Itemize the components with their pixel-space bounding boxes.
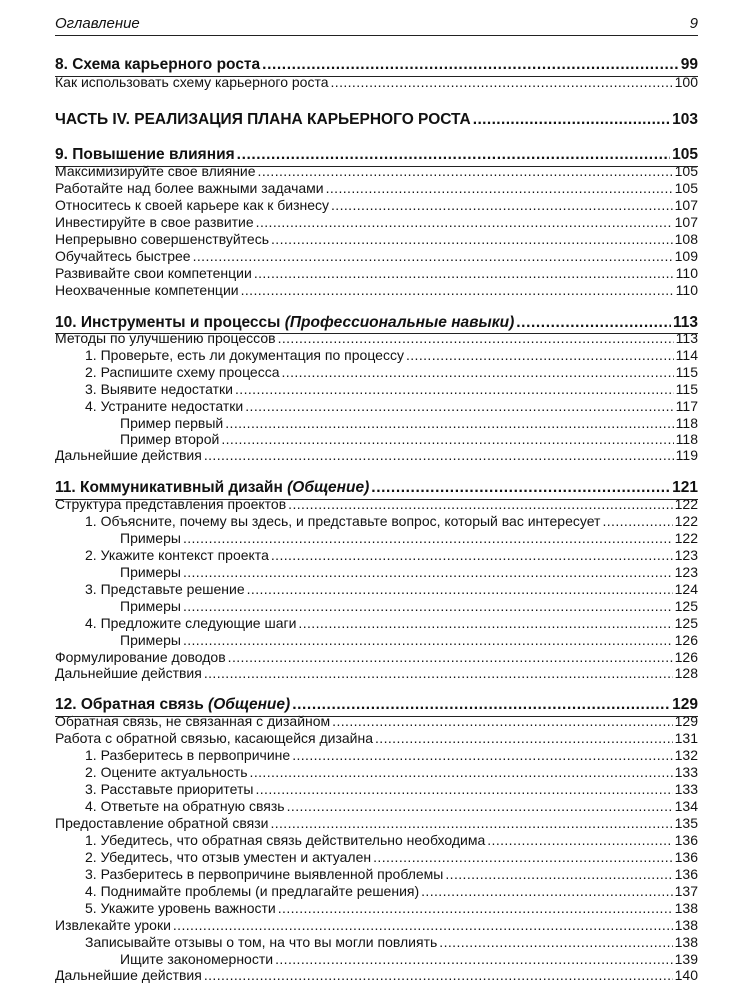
- toc-entry[interactable]: [55, 564, 698, 581]
- toc-entry-title: [55, 231, 269, 248]
- toc-entry-subtitle: (Профессиональные навыки): [284, 314, 515, 331]
- toc-entry-title: [120, 598, 181, 615]
- toc-entry-title: [85, 781, 253, 798]
- toc-entry-title: [55, 447, 202, 464]
- dot-leader: [204, 967, 673, 981]
- chapter-divider: [55, 499, 698, 500]
- toc-entry-text: Максимизируйте свое влияние: [55, 163, 256, 179]
- toc-entry-text: Структура представления проектов: [55, 496, 287, 512]
- dot-leader: [292, 696, 670, 710]
- dot-leader: [204, 665, 673, 679]
- toc-entry-title: [55, 479, 369, 496]
- toc-entry-text: 1. Объясните, почему вы здесь, и представьте вопрос, который вас интересует: [85, 513, 601, 529]
- toc-entry-text: ЧАСТЬ IV. РЕАЛИЗАЦИЯ ПЛАНА КАРЬЕРНОГО РОСТА: [55, 111, 471, 128]
- toc-entry-text: 4. Устраните недостатки: [85, 398, 244, 414]
- toc-page-number: 139: [674, 951, 698, 967]
- toc-entry-title: [55, 282, 239, 299]
- toc-page-number: 109: [674, 248, 698, 264]
- toc-entry-text: Дальнейшие действия: [55, 967, 202, 983]
- toc-entry-text: Методы по улучшению процессов: [55, 330, 276, 346]
- toc-entry-title: [85, 747, 290, 764]
- toc-page-number: 113: [675, 330, 698, 346]
- dot-leader: [373, 849, 673, 863]
- dot-leader: [516, 314, 671, 328]
- toc-page-number: 124: [674, 581, 698, 597]
- toc-entry-text: 5. Укажите уровень важности: [85, 900, 276, 916]
- toc-entry[interactable]: [55, 180, 698, 197]
- toc-entry-text: Примеры: [120, 530, 181, 546]
- toc-entry-title: [85, 347, 404, 364]
- toc-page-number: 132: [674, 747, 698, 763]
- toc-entry-title: [120, 951, 273, 968]
- toc-page-number: 128: [674, 665, 698, 681]
- toc-entry-title: [55, 917, 171, 934]
- dot-leader: [271, 547, 673, 561]
- toc-entry-text: Обучайтесь быстрее: [55, 248, 191, 264]
- toc-entry-title: [85, 513, 600, 530]
- chapter-divider: [55, 166, 698, 167]
- dot-leader: [262, 56, 679, 70]
- toc-page-number: 105: [674, 180, 698, 196]
- toc-page-number: 103: [672, 111, 698, 128]
- dot-leader: [439, 934, 672, 948]
- toc-entry-title: [120, 632, 181, 649]
- toc-page-number: 110: [675, 265, 698, 281]
- dot-leader: [237, 146, 670, 160]
- toc-entry-text: Непрерывно совершенствуйтесь: [55, 231, 269, 247]
- toc-page-number: 122: [674, 496, 698, 512]
- toc-entry[interactable]: [55, 951, 698, 968]
- toc-entry-text: 2. Оцените актуальность: [85, 764, 248, 780]
- toc-entry[interactable]: [55, 381, 698, 398]
- toc-entry-text: Дальнейшие действия: [55, 447, 202, 463]
- toc-page-number: 129: [672, 696, 698, 713]
- toc-entry[interactable]: [55, 547, 698, 564]
- toc-entry[interactable]: [55, 197, 698, 214]
- dot-leader: [183, 632, 673, 646]
- toc-entry-title: [55, 696, 290, 713]
- toc-entry-title: [55, 197, 329, 214]
- toc-entry-title: [55, 146, 235, 163]
- toc-page-number: 117: [675, 398, 698, 414]
- toc-entry[interactable]: [55, 398, 698, 415]
- toc-page-number: 107: [674, 214, 698, 230]
- toc-page-number: 138: [674, 900, 698, 916]
- dot-leader: [271, 231, 673, 245]
- toc-entry-text: 1. Убедитесь, что обратная связь действительно необходима: [85, 832, 486, 848]
- toc-entry-text: 10. Инструменты и процессы: [55, 314, 281, 331]
- toc-entry-text: 2. Убедитесь, что отзыв уместен и актуален: [85, 849, 372, 865]
- toc-entry-subtitle: (Общение): [287, 479, 370, 496]
- toc-entry[interactable]: [55, 665, 698, 682]
- toc-entry-text: Формулирование доводов: [55, 649, 226, 665]
- toc-entry-title: [85, 798, 285, 815]
- dot-leader: [204, 447, 674, 461]
- toc-entry-title: [55, 730, 373, 747]
- toc-part-entry[interactable]: [55, 111, 698, 128]
- toc-page-number: 133: [674, 781, 698, 797]
- dot-leader: [487, 832, 672, 846]
- dot-leader: [241, 282, 674, 296]
- toc-entry[interactable]: [55, 832, 698, 849]
- toc-page-number: 115: [675, 364, 698, 380]
- toc-page-number: 121: [672, 479, 698, 496]
- toc-entry-title: [55, 967, 202, 984]
- toc-entry-text: Инвестируйте в свое развитие: [55, 214, 254, 230]
- toc-entry[interactable]: [55, 730, 698, 747]
- toc-entry[interactable]: [55, 883, 698, 900]
- dot-leader: [326, 180, 673, 194]
- toc-entry-title: [55, 111, 471, 128]
- toc-page-number: 108: [674, 231, 698, 247]
- dot-leader: [406, 347, 674, 361]
- toc-entry[interactable]: [55, 849, 698, 866]
- toc-entry-text: 1. Разберитесь в первопричине: [85, 747, 291, 763]
- toc-entry-text: 8. Схема карьерного роста: [55, 56, 261, 73]
- dot-leader: [445, 866, 672, 880]
- toc-page-number: 137: [674, 883, 698, 899]
- running-header: [55, 13, 698, 36]
- dot-leader: [255, 781, 672, 795]
- toc-entry-title: [55, 180, 324, 197]
- dot-leader: [228, 649, 673, 663]
- toc-entry-text: Пример второй: [120, 431, 220, 447]
- toc-page-number: 126: [674, 632, 698, 648]
- toc-entry-title: [85, 547, 269, 564]
- toc-entry-title: [120, 530, 181, 547]
- dot-leader: [421, 883, 673, 897]
- toc-entry[interactable]: [55, 917, 698, 934]
- toc-entry-text: Примеры: [120, 598, 181, 614]
- toc-entry-text: Неохваченные компетенции: [55, 282, 239, 298]
- toc-entry-title: [55, 56, 260, 73]
- toc-entry-text: 4. Поднимайте проблемы (и предлагайте решения): [85, 883, 420, 899]
- dot-leader: [602, 513, 672, 527]
- toc-page-number: 110: [675, 282, 698, 298]
- toc-entry-title: [85, 381, 233, 398]
- dot-leader: [275, 951, 673, 965]
- toc-page-number: 136: [674, 849, 698, 865]
- toc-chapter-entry[interactable]: [55, 479, 698, 496]
- toc-page-number: 129: [674, 713, 698, 729]
- toc-entry-title: [85, 764, 248, 781]
- toc-chapter-entry[interactable]: [55, 696, 698, 713]
- dot-leader: [173, 917, 673, 931]
- toc-entry-text: Работа с обратной связью, касающейся дизайна: [55, 730, 374, 746]
- dot-leader: [292, 747, 672, 761]
- dot-leader: [183, 530, 673, 544]
- toc-entry[interactable]: [55, 282, 698, 299]
- toc-entry-title: [55, 265, 252, 282]
- toc-page-number: 138: [674, 934, 698, 950]
- toc-entry-title: [120, 415, 223, 432]
- toc-page-number: 100: [674, 74, 698, 90]
- toc-page-number: 114: [675, 347, 698, 363]
- toc-entry[interactable]: [55, 581, 698, 598]
- toc-chapter-entry[interactable]: [55, 314, 698, 331]
- dot-leader: [331, 197, 673, 211]
- toc-page-number: 105: [674, 163, 698, 179]
- toc-entry[interactable]: [55, 598, 698, 615]
- toc-entry-title: [85, 581, 245, 598]
- dot-leader: [270, 815, 672, 829]
- toc-entry-title: [85, 883, 419, 900]
- dot-leader: [193, 248, 673, 262]
- toc-entry[interactable]: [55, 231, 698, 248]
- toc-entry[interactable]: [55, 781, 698, 798]
- toc-entry-text: Как использовать схему карьерного роста: [55, 74, 329, 90]
- toc-entry-text: 9. Повышение влияния: [55, 146, 235, 163]
- toc-entry-text: Извлекайте уроки: [55, 917, 171, 933]
- toc-entry[interactable]: [55, 798, 698, 815]
- toc-page-number: 123: [674, 547, 698, 563]
- toc-entry-text: Относитесь к своей карьере как к бизнесу: [55, 197, 330, 213]
- dot-leader: [235, 381, 674, 395]
- toc-entry-title: [120, 564, 181, 581]
- toc-chapter-entry[interactable]: [55, 56, 698, 73]
- toc-page-number: 136: [674, 832, 698, 848]
- toc-entry[interactable]: [55, 364, 698, 381]
- toc-entry-text: Записывайте отзывы о том, на что вы могли повлиять: [85, 934, 438, 950]
- dot-leader: [282, 364, 674, 378]
- toc-page-number: 133: [674, 764, 698, 780]
- toc-entry-text: Пример первый: [120, 415, 224, 431]
- toc-entry-text: 4. Предложите следующие шаги: [85, 615, 297, 631]
- toc-chapter-entry[interactable]: [55, 146, 698, 163]
- toc-entry-title: [55, 214, 254, 231]
- dot-leader: [473, 111, 670, 125]
- dot-leader: [225, 415, 673, 429]
- toc-entry-text: 2. Укажите контекст проекта: [85, 547, 269, 563]
- toc-entry-title: [85, 398, 243, 415]
- toc-entry[interactable]: [55, 431, 698, 448]
- toc-entry-title: [55, 314, 514, 331]
- toc-entry-text: 11. Коммуникативный дизайн: [55, 479, 283, 496]
- dot-leader: [250, 764, 673, 778]
- toc-entry-text: 3. Разберитесь в первопричине выявленной проблемы: [85, 866, 444, 882]
- toc-entry-title: [55, 815, 268, 832]
- toc-entry[interactable]: [55, 415, 698, 432]
- toc-page-number: 125: [674, 615, 698, 631]
- toc-entry-title: [85, 364, 280, 381]
- toc-entry[interactable]: [55, 866, 698, 883]
- toc-entry-title: [55, 248, 191, 265]
- toc-page-number: 122: [674, 530, 698, 546]
- toc-entry-text: Ищите закономерности: [120, 951, 274, 967]
- dot-leader: [256, 214, 673, 228]
- toc-entry-title: [85, 934, 437, 951]
- dot-leader: [254, 265, 674, 279]
- chapter-divider: [55, 716, 698, 717]
- toc-entry[interactable]: [55, 615, 698, 632]
- toc-entry[interactable]: [55, 214, 698, 231]
- toc-page-number: 118: [675, 415, 698, 431]
- toc-entry-title: [85, 866, 443, 883]
- toc-page-number: 138: [674, 917, 698, 933]
- toc-page-number: 113: [672, 314, 698, 331]
- toc-entry-text: 4. Ответьте на обратную связь: [85, 798, 285, 814]
- dot-leader: [183, 598, 673, 612]
- chapter-divider: [55, 333, 698, 334]
- toc-entry-text: 3. Выявите недостатки: [85, 381, 233, 397]
- dot-leader: [278, 900, 673, 914]
- dot-leader: [371, 479, 670, 493]
- toc-entry[interactable]: [55, 967, 698, 984]
- toc-entry[interactable]: [55, 815, 698, 832]
- toc-page-number: 136: [674, 866, 698, 882]
- toc-entry[interactable]: [55, 265, 698, 282]
- chapter-divider: [55, 76, 698, 77]
- toc-entry-text: 3. Представьте решение: [85, 581, 245, 597]
- toc-page-number: 140: [674, 967, 698, 983]
- toc-entry-text: Дальнейшие действия: [55, 665, 202, 681]
- toc-entry[interactable]: [55, 513, 698, 530]
- toc-entry-title: [85, 900, 276, 917]
- toc-entry-subtitle: (Общение): [208, 696, 291, 713]
- toc-page-number: 135: [674, 815, 698, 831]
- toc-entry[interactable]: [55, 649, 698, 666]
- toc-page-number: 118: [675, 431, 698, 447]
- toc-entry-title: [85, 615, 296, 632]
- toc-entry[interactable]: [55, 347, 698, 364]
- toc-entry-title: [55, 649, 226, 666]
- toc-entry-text: Развивайте свои компетенции: [55, 265, 252, 281]
- dot-leader: [375, 730, 673, 744]
- toc-page-number: 119: [675, 447, 698, 463]
- toc-entry-title: [120, 431, 219, 448]
- toc-entry[interactable]: [55, 764, 698, 781]
- toc-entry[interactable]: [55, 934, 698, 951]
- toc-entry-title: [85, 832, 485, 849]
- toc-entry[interactable]: [55, 447, 698, 464]
- header-page-number: 9: [689, 15, 698, 32]
- toc-entry-text: 3. Расставьте приоритеты: [85, 781, 254, 797]
- toc-entry-text: Примеры: [120, 564, 181, 580]
- toc-page-number: 131: [674, 730, 698, 746]
- toc-entry-title: [55, 665, 202, 682]
- toc-entry[interactable]: [55, 248, 698, 265]
- toc-page-number: 122: [674, 513, 698, 529]
- toc-page-number: 134: [674, 798, 698, 814]
- toc-entry-text: 1. Проверьте, есть ли документация по процессу: [85, 347, 404, 363]
- toc-entry-text: Работайте над более важными задачами: [55, 180, 324, 196]
- toc-page-number: 123: [674, 564, 698, 580]
- dot-leader: [247, 581, 673, 595]
- toc-entry[interactable]: [55, 530, 698, 547]
- toc-entry-text: Примеры: [120, 632, 181, 648]
- toc-entry-text: 2. Распишите схему процесса: [85, 364, 280, 380]
- toc-entry[interactable]: [55, 632, 698, 649]
- dot-leader: [298, 615, 672, 629]
- toc-entry-title: [85, 849, 371, 866]
- toc-page-number: 126: [674, 649, 698, 665]
- dot-leader: [287, 798, 673, 812]
- toc-page-number: 105: [672, 146, 698, 163]
- toc-entry[interactable]: [55, 900, 698, 917]
- toc-page-number: 125: [674, 598, 698, 614]
- toc-page-number: 115: [675, 381, 698, 397]
- toc-entry-text: 12. Обратная связь: [55, 696, 204, 713]
- toc-entry[interactable]: [55, 747, 698, 764]
- header-title: Оглавление: [55, 15, 140, 32]
- toc-page-number: 107: [674, 197, 698, 213]
- toc-entry-text: Обратная связь, не связанная с дизайном: [55, 713, 331, 729]
- dot-leader: [245, 398, 673, 412]
- dot-leader: [183, 564, 673, 578]
- toc-page-number: 99: [680, 56, 698, 73]
- toc-entry-text: Предоставление обратной связи: [55, 815, 269, 831]
- dot-leader: [221, 431, 673, 445]
